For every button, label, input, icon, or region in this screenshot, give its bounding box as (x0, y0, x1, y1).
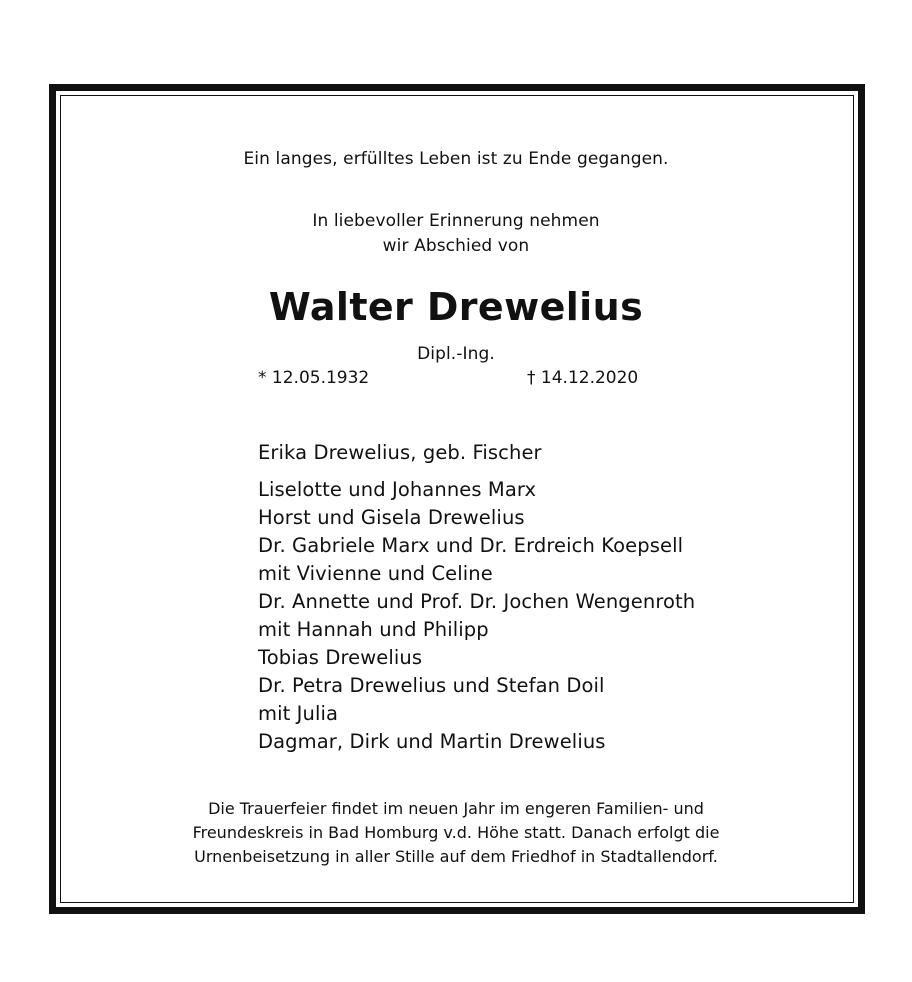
funeral-info-line-3: Urnenbeisetzung in aller Stille auf dem Friedhof in Stadtallendorf. (194, 847, 718, 866)
mourner-entry: mit Julia (258, 702, 339, 725)
opening-line: Ein langes, erfülltes Leben ist zu Ende gegangen. (243, 149, 669, 169)
deceased-title: Dipl.-Ing. (417, 344, 495, 364)
funeral-info-line-2: Freundeskreis in Bad Homburg v.d. Höhe statt. Danach erfolgt die (192, 823, 720, 842)
mourner-entry: Dr. Annette und Prof. Dr. Jochen Wengenroth (258, 590, 696, 613)
deceased-name: Walter Drewelius (268, 285, 644, 329)
mourner-entry: mit Vivienne und Celine (258, 562, 493, 585)
birth-date: * 12.05.1932 (258, 368, 370, 388)
mourner-entry: Tobias Drewelius (258, 646, 423, 669)
death-date: † 14.12.2020 (527, 368, 639, 388)
mourner-entry: Dagmar, Dirk und Martin Drewelius (258, 730, 606, 753)
remembrance-line-2: wir Abschied von (382, 236, 530, 256)
mourner-entry: Liselotte und Johannes Marx (258, 478, 537, 501)
mourner-entry: Horst und Gisela Drewelius (258, 506, 525, 529)
mourner-entry: Dr. Petra Drewelius und Stefan Doil (258, 674, 605, 697)
remembrance-line-1: In liebevoller Erinnerung nehmen (312, 211, 600, 231)
mourner-entry: Dr. Gabriele Marx und Dr. Erdreich Koepsell (258, 534, 684, 557)
funeral-info-line-1: Die Trauerfeier findet im neuen Jahr im engeren Familien- und (208, 799, 704, 818)
mourner-entry: Erika Drewelius, geb. Fischer (258, 441, 542, 464)
mourner-entry: mit Hannah und Philipp (258, 618, 489, 641)
